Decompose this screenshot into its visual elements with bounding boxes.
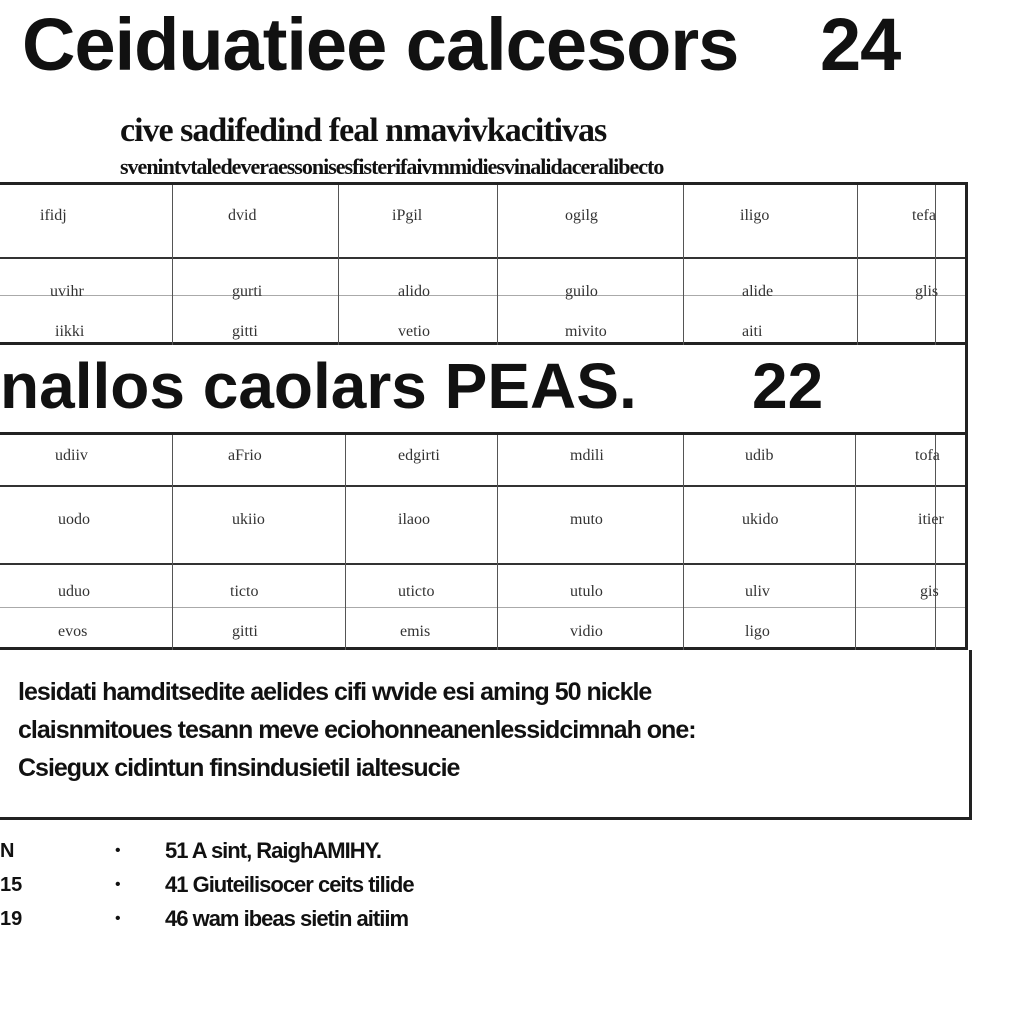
col-divider [683, 185, 684, 345]
table-cell: emis [400, 623, 431, 640]
table-cell: gitti [232, 623, 258, 640]
table-cell: vetio [398, 323, 430, 340]
table-cell: uodo [58, 511, 90, 528]
table-cell: iPgil [392, 207, 423, 224]
table-section-top [0, 185, 965, 345]
table-cell: guilo [565, 283, 598, 300]
table-cell: ligo [745, 623, 770, 640]
table-cell: mdili [570, 447, 604, 464]
bullet-icon: • [115, 842, 121, 859]
note-line: Csiegux cidintun finsindusietil ialtesucie [18, 754, 460, 782]
title-text: Ceiduatiee calcesors [22, 3, 739, 86]
table-cell: uvihr [50, 283, 84, 300]
table-cell: tefa [912, 207, 936, 224]
notes-box [0, 650, 972, 820]
table-cell: ogilg [565, 207, 598, 224]
table-cell: ilaoo [398, 511, 430, 528]
col-divider [345, 435, 346, 650]
row-divider [0, 563, 965, 565]
table-cell: vidio [570, 623, 603, 640]
table-cell: iligo [740, 207, 770, 224]
table-cell: udib [745, 447, 774, 464]
bullet-icon: • [115, 910, 121, 927]
table-cell: gis [920, 583, 939, 600]
col-divider [497, 185, 498, 345]
subtitle-line-1: cive sadifedind feal nmavivkacitivas [120, 112, 607, 149]
list-item-text: 41 Giuteilisocer ceits tilide [165, 872, 414, 897]
row-divider [0, 485, 965, 487]
table-cell: uticto [398, 583, 435, 600]
table-cell: ukiio [232, 511, 265, 528]
table-cell: edgirti [398, 447, 440, 464]
table-cell: udiiv [55, 447, 88, 464]
table-cell: ticto [230, 583, 259, 600]
table-cell: iikki [55, 323, 85, 340]
table-cell: muto [570, 511, 603, 528]
note-line: lesidati hamditsedite aelides cifi wvide esi aming 50 nickle [18, 678, 652, 706]
col-divider [857, 185, 858, 345]
bullet-list [0, 830, 600, 940]
table-cell: alido [398, 283, 430, 300]
note-line: claisnmitoues tesann meve eciohonneanenlessidcimnah one: [18, 716, 696, 744]
document-title [0, 0, 1024, 90]
list-item-text: 51 A sint, RaighAMIHY. [165, 838, 381, 863]
table-cell: utulo [570, 583, 603, 600]
col-divider [172, 185, 173, 345]
table-cell: itier [918, 511, 944, 528]
table-cell: uliv [745, 583, 770, 600]
table-cell: ifidj [40, 207, 67, 224]
table-cell: gitti [232, 323, 258, 340]
col-divider [855, 435, 856, 650]
banner-number: 22 [752, 350, 824, 422]
table-cell: aiti [742, 323, 763, 340]
bullet-icon: • [115, 876, 121, 893]
table-cell: alide [742, 283, 774, 300]
col-divider [338, 185, 339, 345]
col-divider [935, 435, 936, 650]
table-cell: gurti [232, 283, 263, 300]
row-divider [0, 257, 965, 259]
table-section-bottom [0, 435, 965, 650]
row-divider [0, 607, 965, 608]
table-cell: evos [58, 623, 88, 640]
col-divider [497, 435, 498, 650]
col-divider [683, 435, 684, 650]
list-item-text: 46 wam ibeas sietin aitiim [165, 906, 409, 931]
table-cell: mivito [565, 323, 607, 340]
list-item-marker: 19 [0, 908, 23, 930]
table-cell: tofa [915, 447, 940, 464]
table-cell: ukido [742, 511, 779, 528]
table-cell: uduo [58, 583, 90, 600]
list-item-marker: N [0, 840, 15, 862]
list-item-marker: 15 [0, 874, 23, 896]
subtitle-line-2: svenintvtaledeveraessonisesfisterifaivmmidiesvinalidaceralibecto [120, 154, 664, 179]
banner-text: nallos caolars PEAS. [0, 350, 637, 422]
section-banner [0, 340, 968, 432]
col-divider [172, 435, 173, 650]
table-cell: dvid [228, 207, 257, 224]
table-cell: aFrio [228, 447, 262, 464]
table-cell: glis [915, 283, 939, 300]
title-number: 24 [820, 3, 901, 86]
row-divider [0, 295, 965, 296]
